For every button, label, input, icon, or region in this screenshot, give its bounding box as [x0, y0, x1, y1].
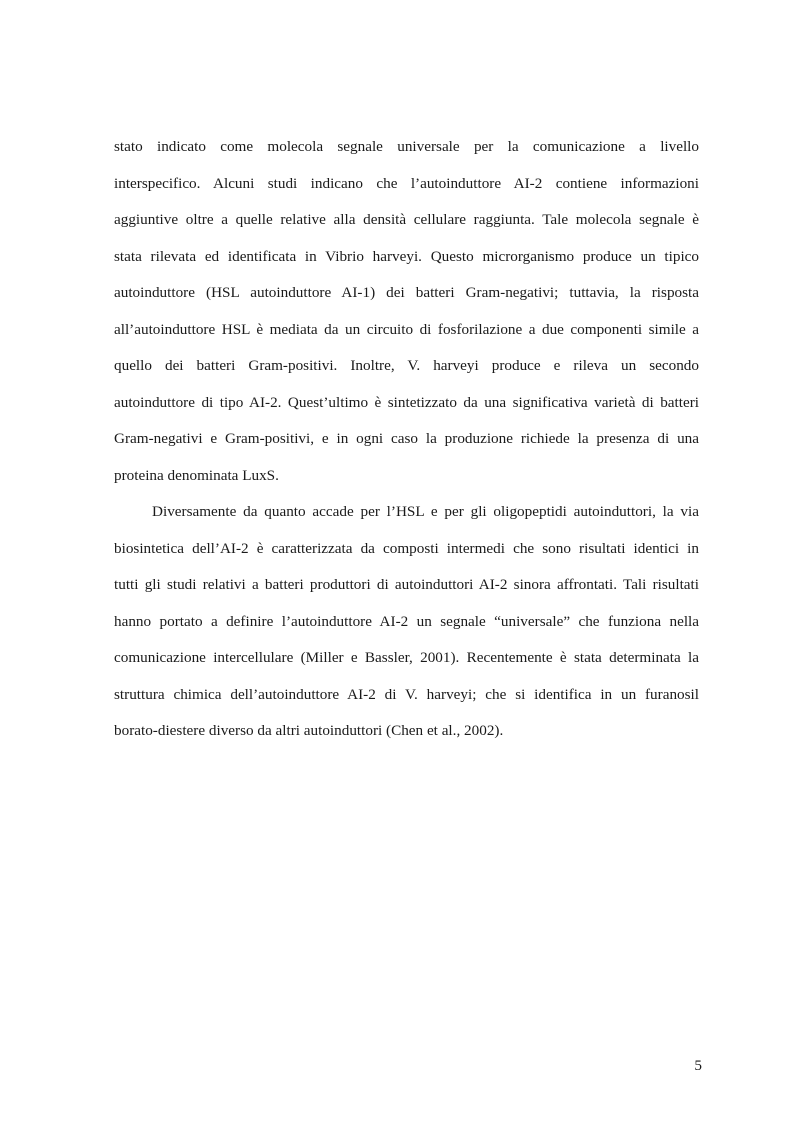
paragraph-line: proteina denominata LuxS. [114, 466, 279, 484]
paragraph-line: stato indicato come molecola segnale universale per la comunicazione a livello [114, 138, 699, 155]
paragraph-line: borato-diestere diverso da altri autoinduttori (Chen et al., 2002). [114, 722, 504, 739]
paragraph-line: all’autoinduttore HSL è mediata da un circuito di fosforilazione a due componenti simile a [114, 320, 699, 338]
paragraph-line: comunicazione intercellulare (Miller e Bassler, 2001). Recentemente è stata determinata la [114, 649, 699, 666]
paragraph-1 [114, 129, 699, 494]
paragraph-2 [114, 494, 699, 750]
paragraph-line: stata rilevata ed identificata in Vibrio harveyi. Questo microrganismo produce un tipico [114, 247, 699, 265]
paragraph-line: struttura chimica dell’autoinduttore AI-2 di V. harveyi; che si identifica in un furanosil [114, 685, 699, 703]
paragraph-line: biosintetica dell’AI-2 è caratterizzata da composti intermedi che sono risultati identici in [114, 539, 699, 557]
paragraph-line: autoinduttore (HSL autoinduttore AI-1) dei batteri Gram-negativi; tuttavia, la risposta [114, 284, 699, 301]
paragraph-line: interspecifico. Alcuni studi indicano che l’autoinduttore AI-2 contiene informazioni [114, 174, 699, 192]
paragraph-line: Diversamente da quanto accade per l’HSL e per gli oligopeptidi autoinduttori, la via [152, 503, 699, 520]
paragraph-line: tutti gli studi relativi a batteri produttori di autoinduttori AI-2 sinora affrontati. Tali risultati [114, 576, 699, 593]
paragraph-line: aggiuntive oltre a quelle relative alla densità cellulare raggiunta. Tale molecola segnale è [114, 211, 699, 228]
paragraph-line: autoinduttore di tipo AI-2. Quest’ultimo è sintetizzato da una significativa varietà di batteri [114, 393, 699, 411]
paragraph-line: quello dei batteri Gram-positivi. Inoltre, V. harveyi produce e rileva un secondo [114, 357, 699, 374]
page-number: 5 [694, 1057, 702, 1074]
paragraph-line: hanno portato a definire l’autoinduttore AI-2 un segnale “universale” che funziona nella [114, 612, 699, 630]
body-text [114, 129, 699, 750]
paragraph-line: Gram-negativi e Gram-positivi, e in ogni caso la produzione richiede la presenza di una [114, 430, 699, 447]
